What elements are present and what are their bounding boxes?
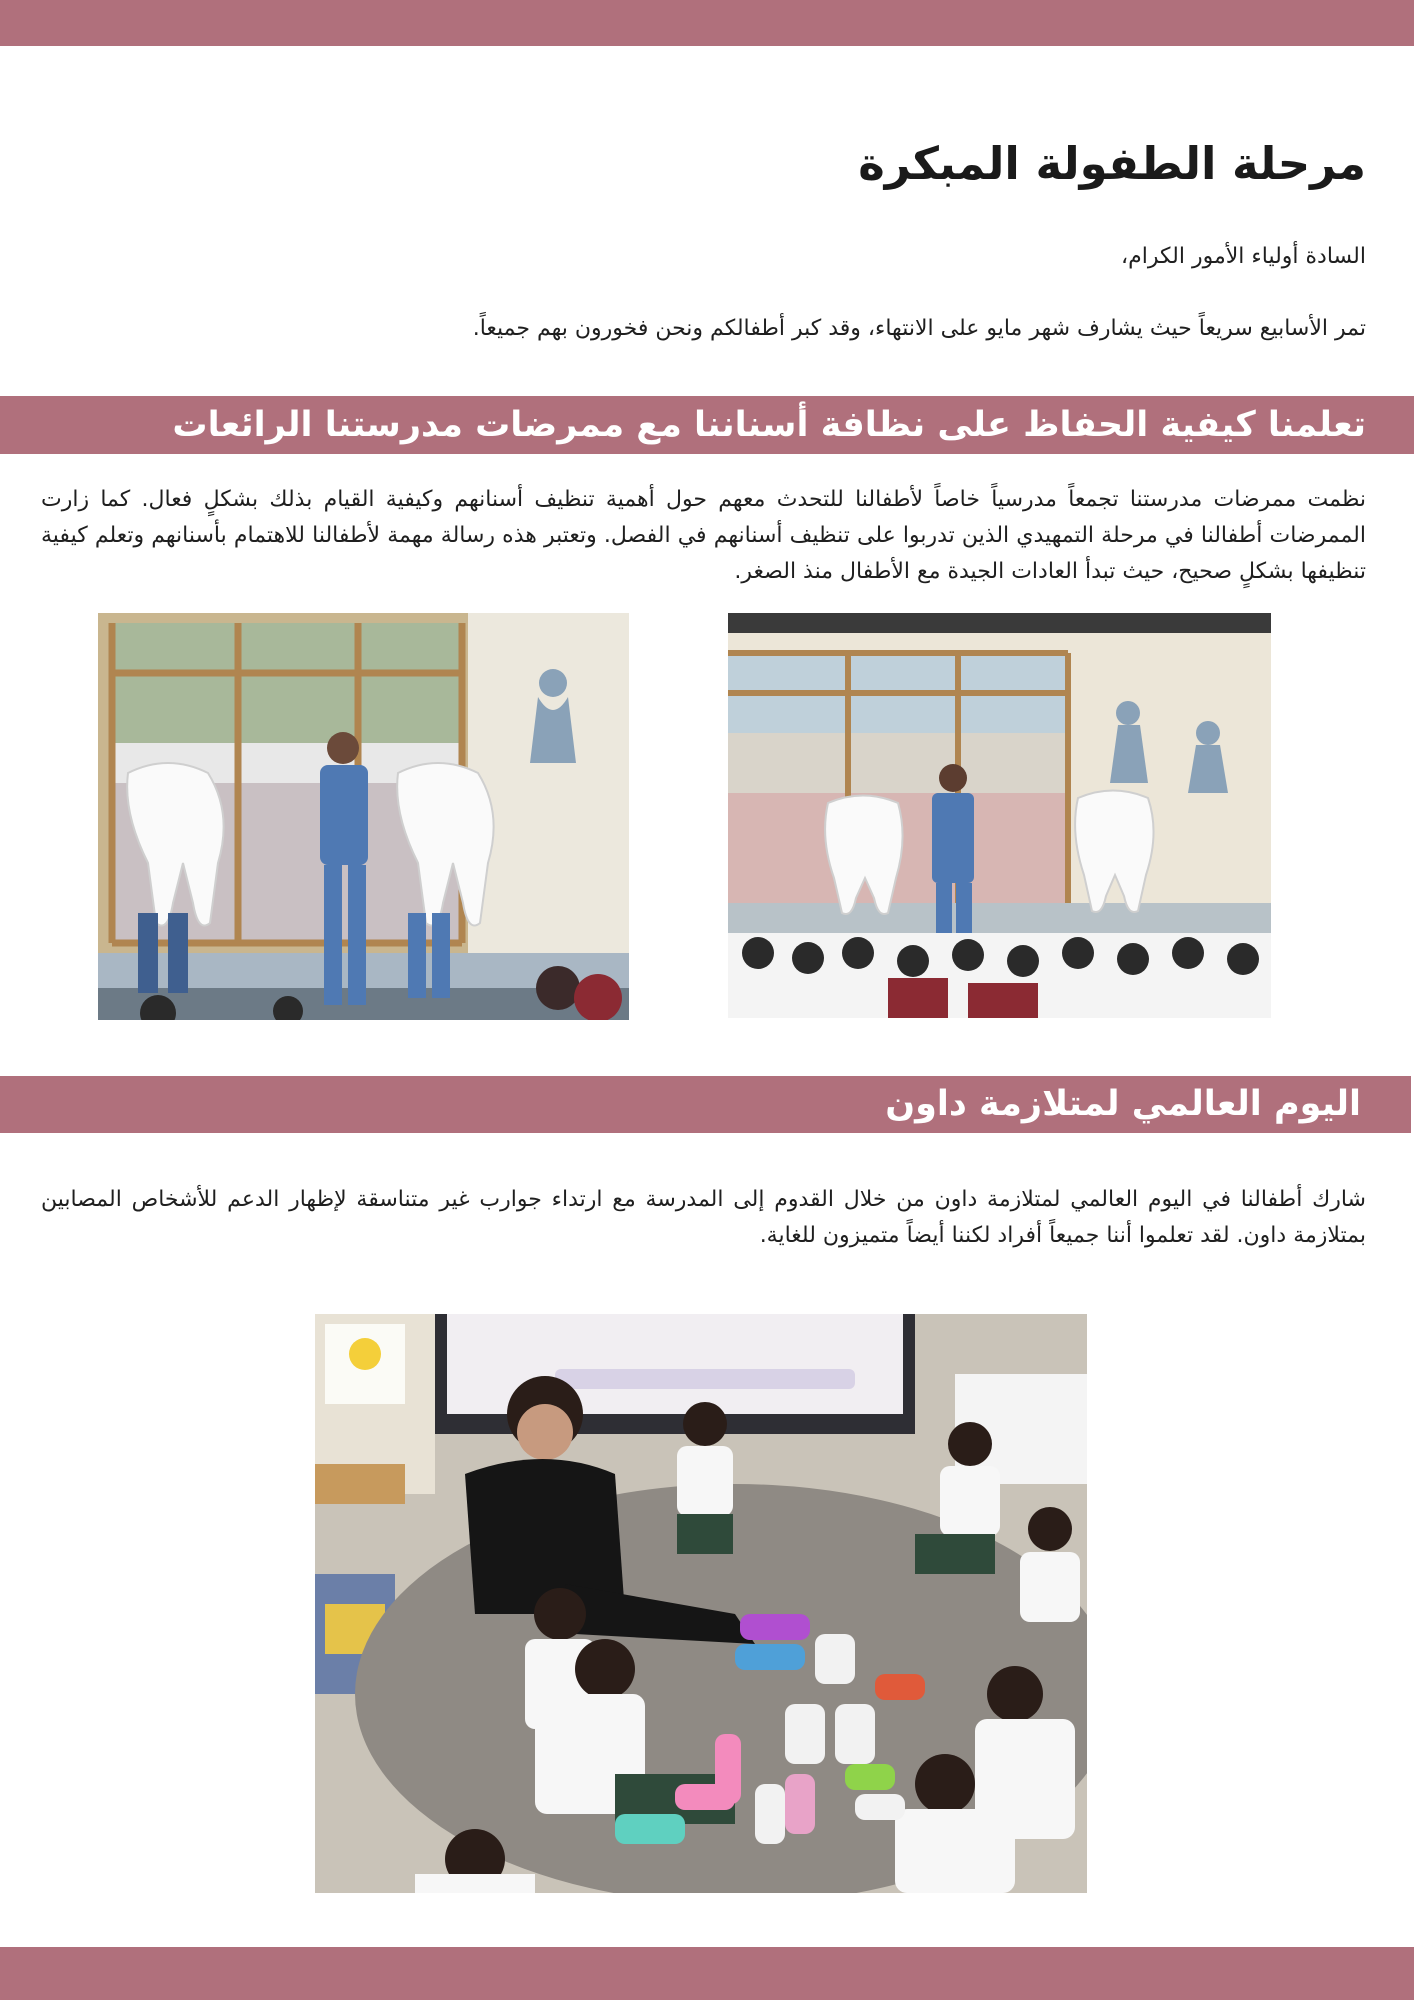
section-body-dental-hygiene: نظمت ممرضات مدرستنا تجمعاً مدرسياً خاصاً لأطفالنا للتحدث معهم حول أهمية تنظيف أسنانهم وكيفية القيام بذلك بشكلٍ فعال. كما زارت الممرضات أطفالنا في مرحلة التمهيدي الذين تدربوا على تنظيف أسنانهم في الفصل. وتعتبر هذه رسالة مهمة لأطفالنا للاهتمام بأسنانهم وتعلم كيفية تنظيفها بشكلٍ صحيح، حيث تبدأ العادات الجيدة مع الأطفال منذ الصغر.	[41, 487, 1366, 584]
greeting-text: السادة أولياء الأمور الكرام،	[1121, 244, 1366, 269]
nurses-photo-2-graphic	[728, 613, 1271, 1018]
section-heading-dental-hygiene: تعلمنا كيفية الحفاظ على نظافة أسناننا مع ممرضات مدرستنا الرائعات	[0, 396, 1414, 454]
bottom-decorative-band	[0, 1947, 1414, 2000]
section-body-down-syndrome-day: شارك أطفالنا في اليوم العالمي لمتلازمة داون من خلال القدوم إلى المدرسة مع ارتداء جوارب غير متناسقة لإظهار الدعم للأشخاص المصابين بمتلازمة داون. لقد تعلموا أننا جميعاً أفراد لكننا أيضاً متميزون للغاية.	[41, 1187, 1366, 1248]
page-title: مرحلة الطفولة المبكرة	[858, 137, 1366, 190]
nurses-tooth-costume-photo-2	[728, 613, 1271, 1018]
top-decorative-band	[0, 0, 1414, 46]
nurses-photo-1-graphic	[98, 613, 629, 1020]
children-odd-socks-photo	[315, 1314, 1087, 1893]
intro-text: تمر الأسابيع سريعاً حيث يشارف شهر مايو على الانتهاء، وقد كبر أطفالكم ونحن فخورون بهم جميعاً.	[472, 316, 1366, 341]
nurses-tooth-costume-photo-1	[98, 613, 629, 1020]
section-heading-down-syndrome-day: اليوم العالمي لمتلازمة داون	[0, 1076, 1411, 1133]
odd-socks-photo-graphic	[315, 1314, 1087, 1893]
